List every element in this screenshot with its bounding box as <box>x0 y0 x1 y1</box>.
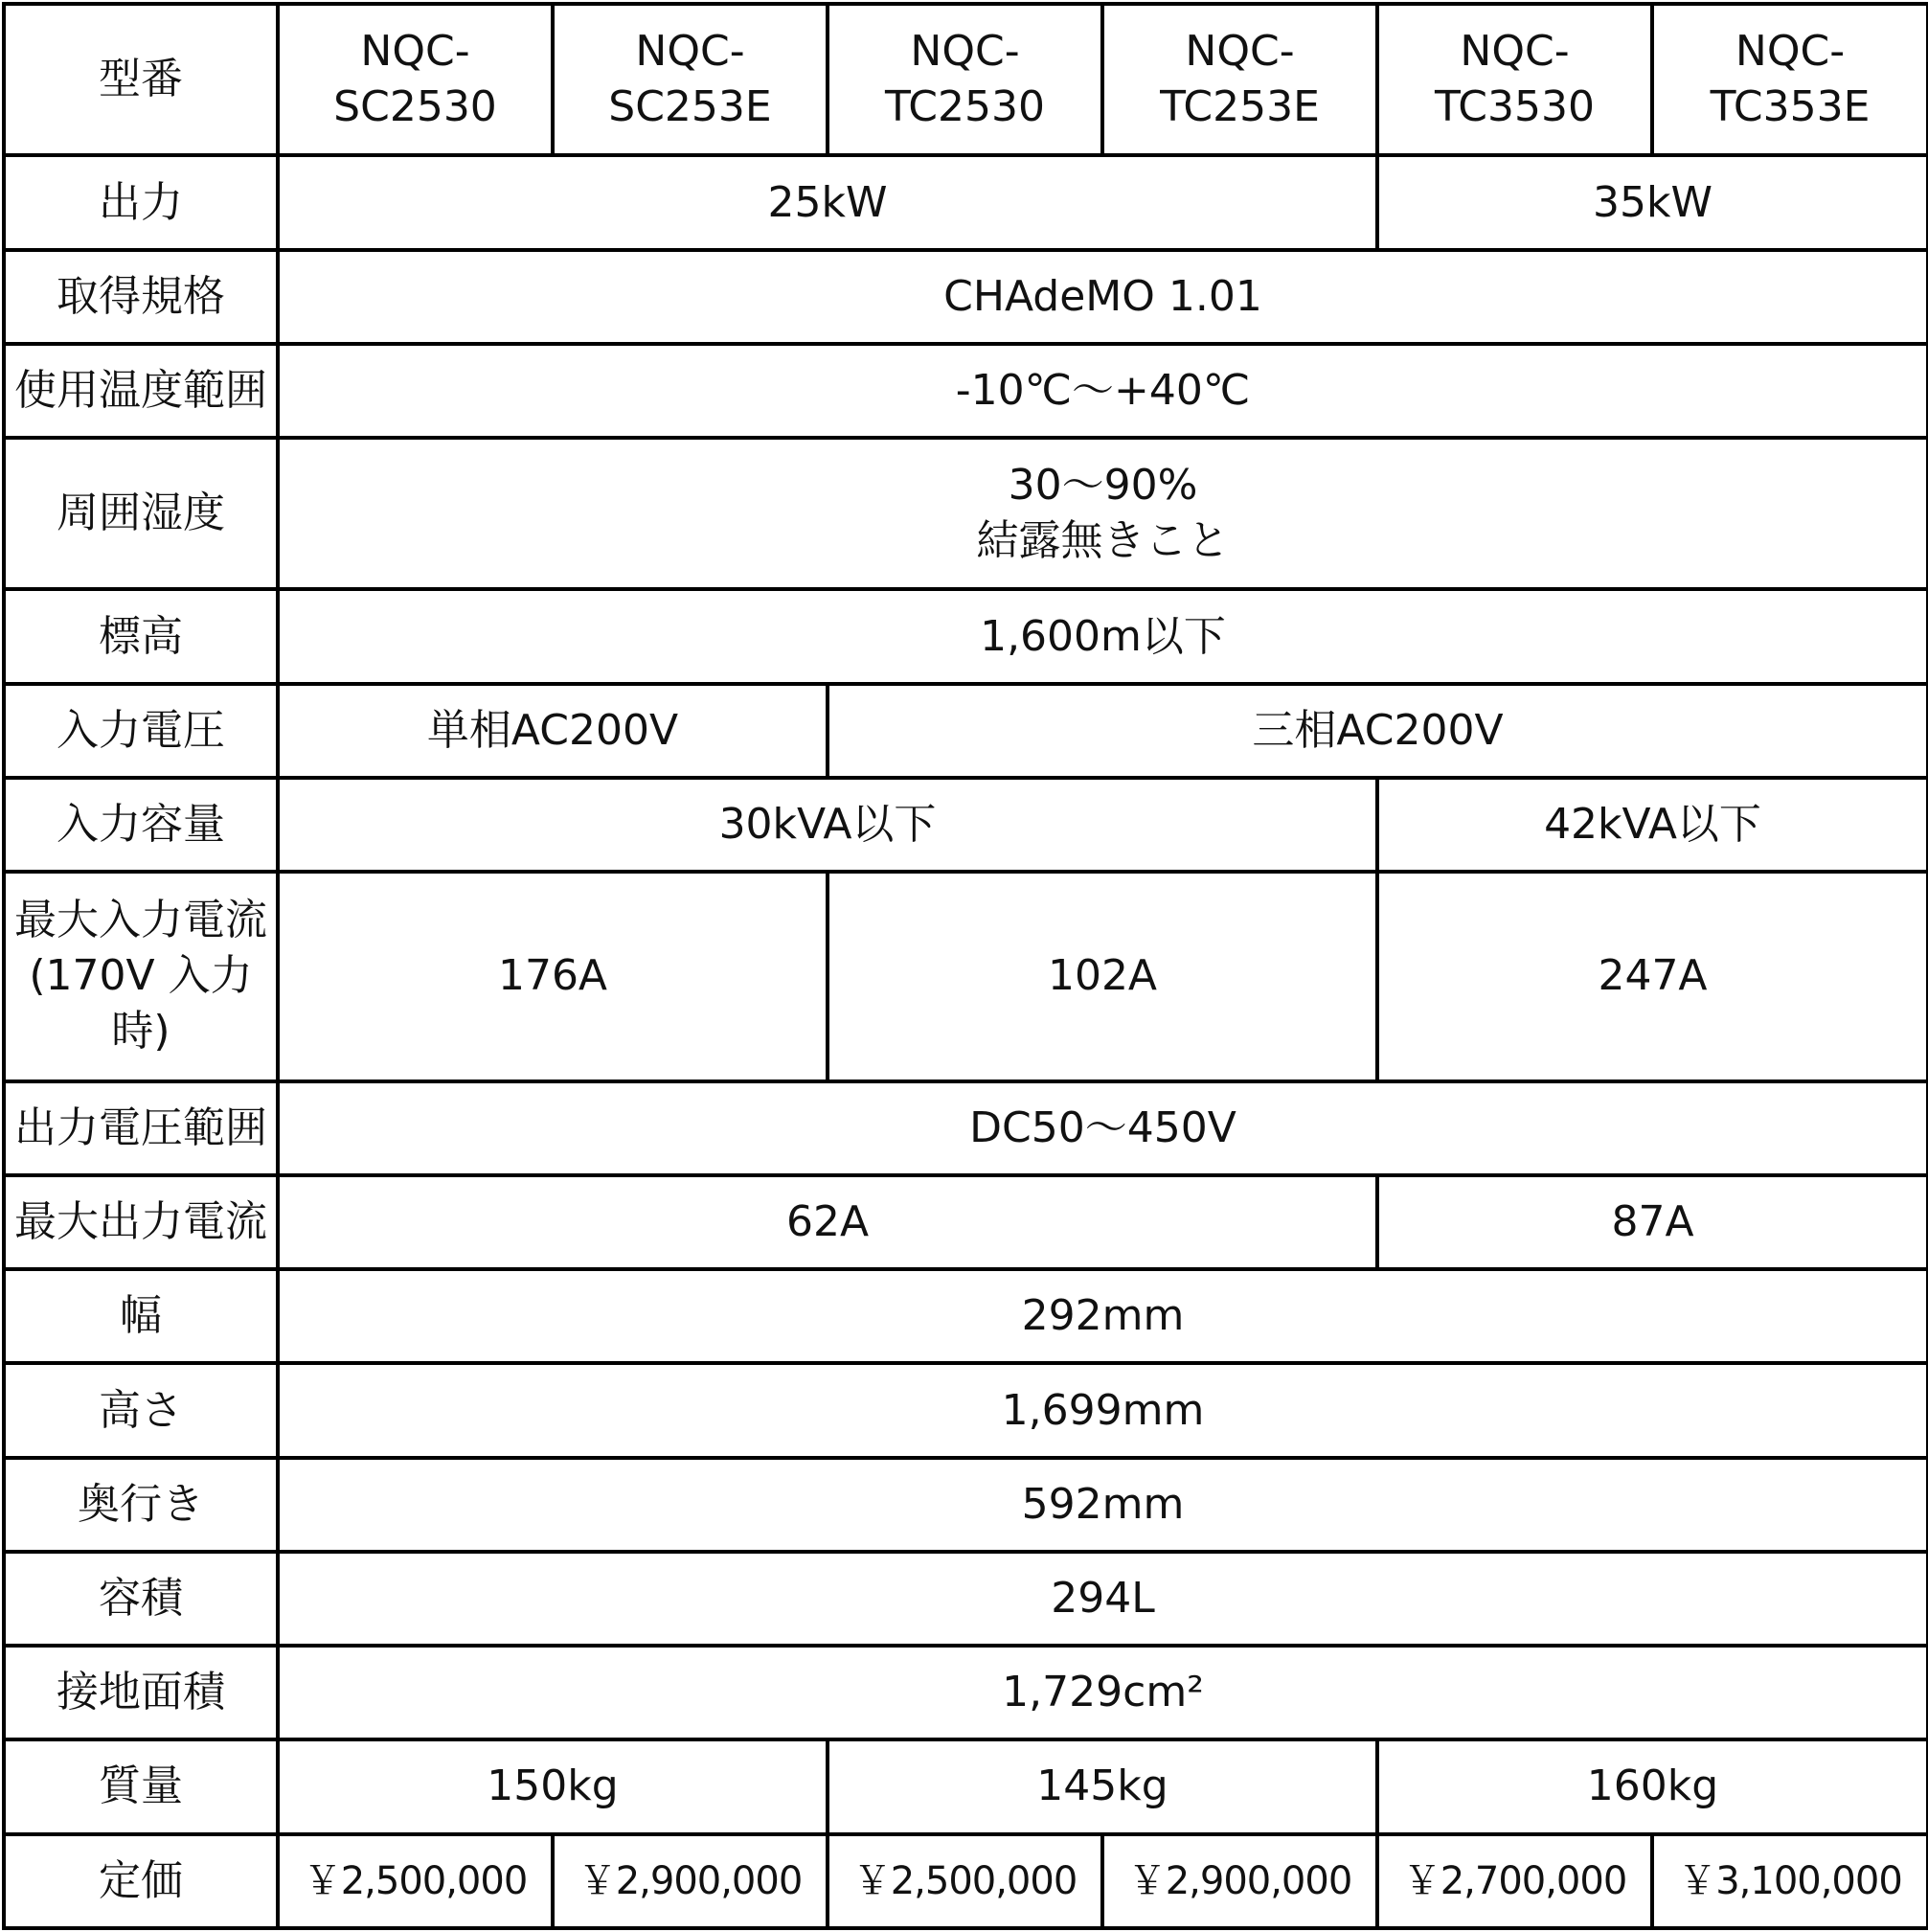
row-label <box>4 250 278 344</box>
value-cell <box>1377 1175 1928 1269</box>
cell-text-line: 容積 <box>99 1574 183 1623</box>
cell-text-line: 定価 <box>99 1855 183 1905</box>
value-cell <box>278 438 1928 589</box>
price-cell <box>828 1834 1102 1928</box>
cell-text-line: NQC- <box>635 27 745 77</box>
row-label <box>4 1363 278 1457</box>
cell-text-line: TC3530 <box>1435 82 1595 132</box>
model-header-cell <box>1652 4 1928 155</box>
cell-text-line: 102A <box>1047 951 1158 1001</box>
table-row <box>4 438 1928 589</box>
value-cell <box>278 1175 1377 1269</box>
cell-text-line: -10℃〜+40℃ <box>955 365 1251 415</box>
cell-text-line: NQC- <box>360 27 470 77</box>
value-cell <box>278 250 1928 344</box>
price-cell <box>1102 1834 1377 1928</box>
value-cell <box>1377 1739 1928 1833</box>
cell-text-line: 接地面積 <box>57 1668 225 1717</box>
value-cell <box>828 872 1377 1081</box>
table-row <box>4 1646 1928 1739</box>
cell-text-line: 周囲湿度 <box>57 489 225 538</box>
price-cell <box>553 1834 828 1928</box>
cell-text-line: 62A <box>785 1197 870 1247</box>
cell-text-line: ￥2,900,000 <box>578 1858 803 1903</box>
cell-text-line: (170V 入力 <box>29 951 253 1001</box>
row-label <box>4 1081 278 1175</box>
cell-text-line: 最大出力電流 <box>14 1197 267 1247</box>
price-cell <box>278 1834 553 1928</box>
cell-text-line: NQC- <box>1460 27 1570 77</box>
table-row-model-number <box>4 4 1928 155</box>
value-cell <box>1377 778 1928 872</box>
cell-text-line: 質量 <box>99 1762 183 1811</box>
cell-text-line: TC2530 <box>885 82 1045 132</box>
value-cell <box>278 1646 1928 1739</box>
cell-text-line: ￥2,700,000 <box>1402 1858 1627 1903</box>
cell-text-line: 1,699mm <box>1001 1385 1205 1435</box>
value-cell <box>1377 872 1928 1081</box>
cell-text-line: NQC- <box>1735 27 1846 77</box>
cell-text-line: 出力 <box>99 177 183 227</box>
row-label <box>4 1552 278 1646</box>
model-header-cell <box>553 4 828 155</box>
row-label <box>4 589 278 683</box>
row-label <box>4 872 278 1081</box>
value-cell <box>278 872 828 1081</box>
model-header-cell <box>1102 4 1377 155</box>
cell-text-line: 最大入力電流 <box>14 896 267 945</box>
value-cell <box>828 1739 1377 1833</box>
table-row <box>4 1175 1928 1269</box>
cell-text-line: 高さ <box>99 1385 183 1435</box>
value-cell <box>278 589 1928 683</box>
table-row <box>4 1269 1928 1363</box>
spec-table-body <box>4 4 1928 1928</box>
cell-text-line: 294L <box>1051 1574 1155 1623</box>
cell-text-line: SC253E <box>608 82 772 132</box>
value-cell <box>278 155 1377 249</box>
cell-text-line: 使用温度範囲 <box>14 365 267 415</box>
value-cell <box>278 1269 1928 1363</box>
row-label <box>4 155 278 249</box>
value-cell <box>278 1363 1928 1457</box>
table-row <box>4 344 1928 438</box>
table-row <box>4 778 1928 872</box>
table-row <box>4 1834 1928 1928</box>
table-row <box>4 872 1928 1081</box>
cell-text-line: 176A <box>497 951 608 1001</box>
cell-text-line: ￥2,900,000 <box>1127 1858 1352 1903</box>
cell-text-line: 単相AC200V <box>426 705 679 755</box>
price-cell <box>1377 1834 1652 1928</box>
row-label <box>4 344 278 438</box>
cell-text-line: 標高 <box>99 611 183 661</box>
cell-text-line: 30〜90% <box>1008 461 1198 511</box>
price-cell <box>1652 1834 1928 1928</box>
cell-text-line: ￥3,100,000 <box>1678 1858 1902 1903</box>
cell-text-line: NQC- <box>1185 27 1295 77</box>
cell-text-line: 1,729cm² <box>1002 1668 1204 1717</box>
cell-text-line: 25kW <box>767 177 888 227</box>
cell-text-line: 入力容量 <box>57 800 225 850</box>
model-header-cell <box>828 4 1102 155</box>
table-row <box>4 1458 1928 1552</box>
row-label <box>4 1458 278 1552</box>
cell-text-line: 42kVA以下 <box>1544 800 1761 850</box>
row-label <box>4 1739 278 1833</box>
cell-text-line: TC253E <box>1160 82 1320 132</box>
cell-text-line: 87A <box>1611 1197 1694 1247</box>
value-cell <box>278 778 1377 872</box>
row-label <box>4 438 278 589</box>
value-cell <box>1377 155 1928 249</box>
cell-text-line: 結露無きこと <box>976 516 1230 566</box>
cell-text-line: 150kg <box>487 1762 619 1811</box>
cell-text-line: ￥2,500,000 <box>303 1858 528 1903</box>
cell-text-line: NQC- <box>910 27 1020 77</box>
value-cell <box>278 1081 1928 1175</box>
cell-text-line: 三相AC200V <box>1252 705 1504 755</box>
row-label <box>4 1175 278 1269</box>
spec-table <box>2 2 1928 1930</box>
cell-text-line: CHAdeMO 1.01 <box>943 271 1262 321</box>
table-row <box>4 1363 1928 1457</box>
row-label <box>4 778 278 872</box>
value-cell <box>278 1552 1928 1646</box>
cell-text-line: 時) <box>111 1007 170 1057</box>
table-row <box>4 589 1928 683</box>
table-row <box>4 1081 1928 1175</box>
cell-text-line: 入力電圧 <box>57 705 225 755</box>
cell-text-line: 出力電圧範囲 <box>14 1102 267 1152</box>
row-label <box>4 1269 278 1363</box>
cell-text-line: 奥行き <box>78 1479 204 1529</box>
table-row <box>4 684 1928 778</box>
cell-text-line: 30kVA以下 <box>718 800 937 850</box>
cell-text-line: 160kg <box>1586 1762 1719 1811</box>
row-label: 型番 <box>4 4 278 155</box>
cell-text-line: DC50〜450V <box>969 1102 1236 1152</box>
row-label <box>4 684 278 778</box>
cell-text-line: 幅 <box>120 1291 162 1341</box>
cell-text-line: ￥2,500,000 <box>852 1858 1077 1903</box>
cell-text-line: 35kW <box>1593 177 1713 227</box>
cell-text-line: 247A <box>1598 951 1708 1001</box>
value-cell <box>828 684 1928 778</box>
table-row <box>4 1739 1928 1833</box>
model-header-cell <box>1377 4 1652 155</box>
cell-text-line: 1,600m以下 <box>980 611 1226 661</box>
table-row <box>4 1552 1928 1646</box>
value-cell <box>278 344 1928 438</box>
cell-text-line: 292mm <box>1021 1291 1185 1341</box>
row-label <box>4 1834 278 1928</box>
table-row <box>4 155 1928 249</box>
row-label <box>4 1646 278 1739</box>
value-cell <box>278 1739 828 1833</box>
model-header-cell <box>278 4 553 155</box>
table-row <box>4 250 1928 344</box>
value-cell <box>278 684 828 778</box>
cell-text-line: 取得規格 <box>57 271 225 321</box>
cell-text-line: 145kg <box>1036 1762 1168 1811</box>
value-cell <box>278 1458 1928 1552</box>
cell-text-line: TC353E <box>1710 82 1871 132</box>
cell-text-line: SC2530 <box>333 82 497 132</box>
cell-text-line: 592mm <box>1021 1479 1185 1529</box>
